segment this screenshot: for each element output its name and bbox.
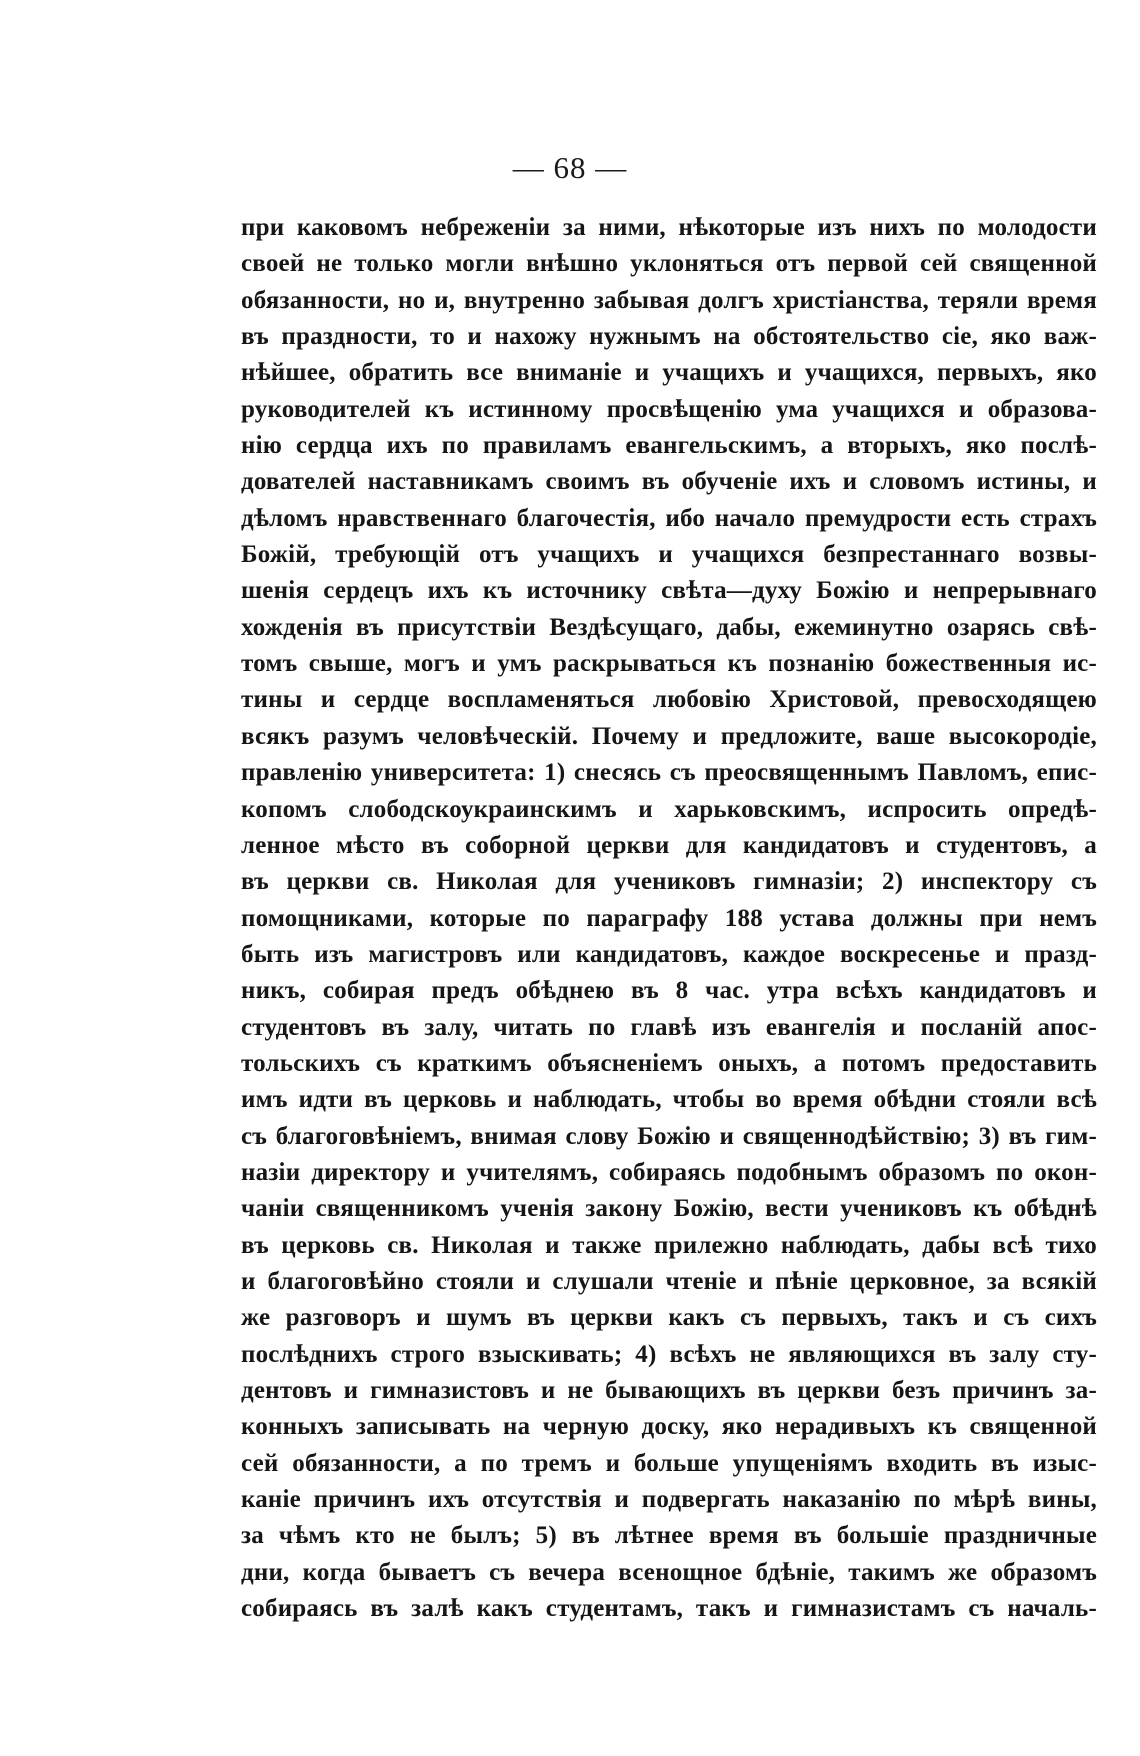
text-line: Божій, требующій отъ учащихъ и учащихся безпрестаннаго возвы- — [241, 541, 1097, 569]
text-line: обязанности, но и, внутренно забывая долгъ христіанства, теряли время — [241, 286, 1097, 314]
text-line: за чѣмъ кто не былъ; 5) въ лѣтнее время въ большіе праздничные — [241, 1522, 1097, 1550]
text-line: правленію университета: 1) снесясь съ преосвященнымъ Павломъ, епис- — [241, 759, 1097, 787]
text-line: же разговоръ и шумъ въ церкви какъ съ первыхъ, такъ и съ сихъ — [241, 1304, 1097, 1332]
text-line: руководителей къ истинному просвѣщенію ума учащихся и образова- — [241, 395, 1097, 423]
text-line: сей обязанности, а по тремъ и больше упущеніямъ входить въ изыс- — [241, 1449, 1097, 1477]
text-line: быть изъ магистровъ или кандидатовъ, каждое воскресенье и празд- — [241, 940, 1097, 968]
text-line: послѣднихъ строго взыскивать; 4) всѣхъ не являющихся въ залу сту- — [241, 1340, 1097, 1368]
text-line: нѣйшее, обратить все вниманіе и учащихъ и учащихся, первыхъ, яко — [241, 359, 1097, 387]
text-line: дователей наставникамъ своимъ въ обученіе ихъ и словомъ истины, и — [241, 468, 1097, 496]
text-line: въ церковь св. Николая и также прилежно наблюдать, дабы всѣ тихо — [241, 1231, 1097, 1259]
page-number: — 68 — — [512, 150, 628, 185]
text-line: дѣломъ нравственнаго благочестія, ибо начало премудрости есть страхъ — [241, 504, 1097, 532]
text-line: тольскихъ съ краткимъ объясненіемъ оныхъ, а потомъ предоставить — [241, 1049, 1097, 1077]
text-line: назіи директору и учителямъ, собираясь подобнымъ образомъ по окон- — [241, 1158, 1097, 1186]
text-line: съ благоговѣніемъ, внимая слову Божію и священнодѣйствію; 3) въ гим- — [241, 1122, 1097, 1150]
text-line: студентовъ въ залу, читать по главѣ изъ евангелія и посланій апос- — [241, 1013, 1097, 1041]
text-line: нію сердца ихъ по правиламъ евангельскимъ, а вторыхъ, яко послѣ- — [241, 432, 1097, 460]
text-line: всякъ разумъ человѣческій. Почему и предложите, ваше высокородіе, — [241, 722, 1097, 750]
text-line: каніе причинъ ихъ отсутствія и подвергать наказанію по мѣрѣ вины, — [241, 1486, 1097, 1514]
text-line: въ праздности, то и нахожу нужнымъ на обстоятельство сіе, яко важ- — [241, 323, 1097, 351]
text-line: собираясь въ залѣ какъ студентамъ, такъ и гимназистамъ съ началь- — [241, 1595, 1097, 1623]
text-line: помощниками, которые по параграфу 188 устава должны при немъ — [241, 904, 1097, 932]
body-text — [241, 210, 1097, 1627]
text-line: копомъ слободскоукраинскимъ и харьковскимъ, испросить опредѣ- — [241, 795, 1097, 823]
text-line: никъ, собирая предъ обѣднею въ 8 час. утра всѣхъ кандидатовъ и — [241, 977, 1097, 1005]
text-line: томъ свыше, могъ и умъ раскрываться къ познанію божественныя ис- — [241, 650, 1097, 678]
text-line: ленное мѣсто въ соборной церкви для кандидатовъ и студентовъ, а — [241, 831, 1097, 859]
text-line: тины и сердце воспламеняться любовію Христовой, превосходящею — [241, 686, 1097, 714]
text-line: при каковомъ небреженіи за ними, нѣкоторые изъ нихъ по молодости — [241, 214, 1097, 241]
text-line: чаніи священникомъ ученія закону Божію, вести учениковъ къ обѣднѣ — [241, 1195, 1097, 1223]
text-line: шенія сердецъ ихъ къ источнику свѣта—духу Божію и непрерывнаго — [241, 577, 1097, 605]
text-line: дни, когда бываетъ съ вечера всенощное бдѣніе, такимъ же образомъ — [241, 1558, 1097, 1586]
text-line: хожденія въ присутствіи Вездѣсущаго, дабы, ежеминутно озарясь свѣ- — [241, 613, 1097, 641]
text-line: въ церкви св. Николая для учениковъ гимназіи; 2) инспектору съ — [241, 868, 1097, 896]
text-line: имъ идти въ церковь и наблюдать, чтобы во время обѣдни стояли всѣ — [241, 1086, 1097, 1114]
text-line: и благоговѣйно стояли и слушали чтеніе и пѣніе церковное, за всякій — [241, 1267, 1097, 1295]
text-line: конныхъ записывать на черную доску, яко нерадивыхъ къ священной — [241, 1413, 1097, 1441]
text-line: дентовъ и гимназистовъ и не бывающихъ въ церкви безъ причинъ за- — [241, 1377, 1097, 1404]
text-line: своей не только могли внѣшно уклоняться отъ первой сей священной — [241, 250, 1097, 278]
